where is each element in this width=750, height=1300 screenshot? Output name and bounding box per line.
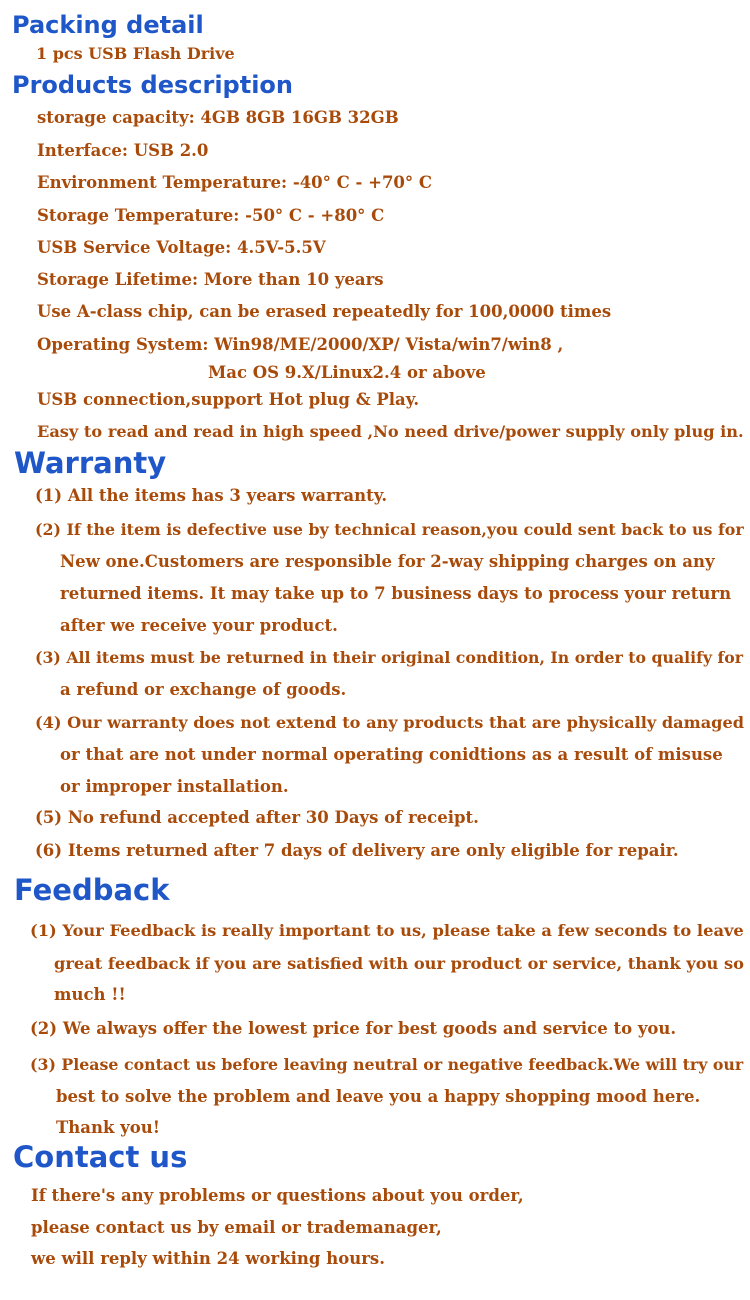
product-line: Mac OS 9.X/Linux2.4 or above bbox=[208, 363, 486, 382]
warranty-line: (2) If the item is defective use by technical reason,you could sent back to us for bbox=[35, 520, 744, 539]
warranty-line: (6) Items returned after 7 days of delivery are only eligible for repair. bbox=[35, 841, 679, 860]
product-line: Interface: USB 2.0 bbox=[37, 141, 209, 160]
feedback-line: (3) Please contact us before leaving neutral or negative feedback.We will try our bbox=[30, 1055, 744, 1074]
product-line: Environment Temperature: -40° C - +70° C bbox=[37, 173, 433, 192]
warranty-line: or improper installation. bbox=[60, 777, 289, 796]
contact-heading: Contact us bbox=[13, 1140, 188, 1174]
product-line: Operating System: Win98/ME/2000/XP/ Vista/win7/win8 , bbox=[37, 335, 564, 354]
warranty-line: returned items. It may take up to 7 business days to process your return bbox=[60, 584, 732, 603]
warranty-line: a refund or exchange of goods. bbox=[60, 680, 347, 699]
products-heading: Products description bbox=[12, 71, 294, 99]
contact-line: please contact us by email or trademanager, bbox=[31, 1218, 442, 1237]
product-line: Easy to read and read in high speed ,No need drive/power supply only plug in. bbox=[37, 422, 744, 441]
feedback-line: (1) Your Feedback is really important to us, please take a few seconds to leave bbox=[30, 921, 744, 940]
feedback-line: great feedback if you are satisfied with our product or service, thank you so bbox=[54, 954, 744, 973]
product-line: Storage Lifetime: More than 10 years bbox=[37, 270, 384, 289]
warranty-line: after we receive your product. bbox=[60, 616, 338, 635]
warranty-heading: Warranty bbox=[14, 446, 167, 480]
warranty-line: or that are not under normal operating conidtions as a result of misuse bbox=[60, 745, 723, 764]
product-line: storage capacity: 4GB 8GB 16GB 32GB bbox=[37, 108, 399, 127]
contact-line: we will reply within 24 working hours. bbox=[31, 1249, 385, 1268]
feedback-line: best to solve the problem and leave you a happy shopping mood here. bbox=[56, 1087, 701, 1106]
warranty-line: (5) No refund accepted after 30 Days of receipt. bbox=[35, 808, 479, 827]
warranty-line: New one.Customers are responsible for 2-way shipping charges on any bbox=[60, 552, 715, 571]
product-line: Use A-class chip, can be erased repeatedly for 100,0000 times bbox=[37, 302, 612, 321]
warranty-line: (4) Our warranty does not extend to any products that are physically damaged bbox=[35, 713, 745, 732]
feedback-heading: Feedback bbox=[14, 873, 170, 907]
packing-line: 1 pcs USB Flash Drive bbox=[36, 44, 235, 63]
product-line: Storage Temperature: -50° C - +80° C bbox=[37, 206, 385, 225]
feedback-line: Thank you! bbox=[56, 1118, 160, 1137]
product-line: USB connection,support Hot plug & Play. bbox=[37, 390, 420, 409]
contact-line: If there's any problems or questions about you order, bbox=[31, 1186, 524, 1205]
packing-heading: Packing detail bbox=[12, 11, 204, 39]
warranty-line: (3) All items must be returned in their original condition, In order to qualify for bbox=[35, 648, 744, 667]
feedback-line: much !! bbox=[54, 985, 126, 1004]
feedback-line: (2) We always offer the lowest price for best goods and service to you. bbox=[30, 1019, 677, 1038]
warranty-line: (1) All the items has 3 years warranty. bbox=[35, 486, 388, 505]
product-line: USB Service Voltage: 4.5V-5.5V bbox=[37, 238, 326, 257]
